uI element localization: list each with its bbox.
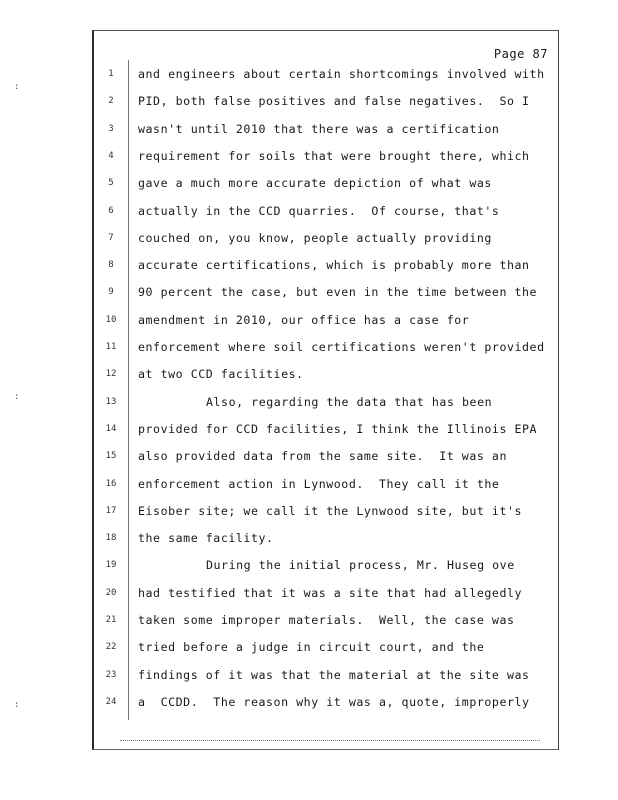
transcript-line: accurate certifications, which is probably more than xyxy=(138,258,530,273)
left-margin-mark: : xyxy=(14,82,20,92)
transcript-line: requirement for soils that were brought there, which xyxy=(138,148,530,163)
line-number: 24 xyxy=(105,696,117,707)
transcript-line: 90 percent the case, but even in the time between the xyxy=(138,285,538,300)
line-number: 7 xyxy=(108,232,114,243)
line-number: 11 xyxy=(105,342,117,352)
line-number: 6 xyxy=(108,205,114,216)
transcript-line: gave a much more accurate depiction of what was xyxy=(138,176,492,191)
margin-rule xyxy=(128,60,129,720)
transcript-line: findings of it was that the material at the site was xyxy=(138,667,530,682)
line-number: 3 xyxy=(108,123,114,134)
line-number: 17 xyxy=(105,505,117,516)
transcript-line: actually in the CCD quarries. Of course, that's xyxy=(138,203,500,218)
transcript-line: at two CCD facilities. xyxy=(138,367,304,382)
line-number: 22 xyxy=(105,642,117,653)
transcript-line: enforcement where soil certifications weren't provided xyxy=(138,340,545,354)
left-margin-mark: : xyxy=(14,700,20,710)
page-number: Page 87 xyxy=(493,47,548,61)
line-number: 13 xyxy=(105,396,117,407)
transcript-line: tried before a judge in circuit court, and the xyxy=(138,640,485,655)
transcript-line: During the initial process, Mr. Huseg ove xyxy=(206,558,515,573)
line-number: 8 xyxy=(108,260,114,271)
line-number: 10 xyxy=(105,314,117,325)
transcript-line: a CCDD. The reason why it was a, quote, improperly xyxy=(138,694,530,709)
footer-rule xyxy=(120,740,540,741)
line-number: 19 xyxy=(105,560,117,571)
transcript-line: the same facility. xyxy=(138,531,274,546)
line-number: 12 xyxy=(105,369,117,380)
line-number: 15 xyxy=(105,451,117,462)
transcript-line: enforcement action in Lynwood. They call it the xyxy=(138,476,500,491)
line-number: 20 xyxy=(105,587,117,598)
transcript-line: provided for CCD facilities, I think the Illinois EPA xyxy=(138,421,538,436)
transcript-line: wasn't until 2010 that there was a certification xyxy=(138,121,500,136)
line-number: 14 xyxy=(105,423,117,434)
transcript-line: had testified that it was a site that had allegedly xyxy=(138,585,523,600)
transcript-line: amendment in 2010, our office has a case for xyxy=(138,312,470,327)
transcript-line: taken some improper materials. Well, the case was xyxy=(138,613,515,627)
transcript-line: couched on, you know, people actually providing xyxy=(138,230,492,245)
line-number: 21 xyxy=(105,615,117,625)
line-number: 16 xyxy=(105,478,117,489)
transcript-line: also provided data from the same site. It was an xyxy=(138,449,507,464)
transcript-line: PID, both false positives and false negatives. So I xyxy=(138,94,530,109)
line-number: 9 xyxy=(108,287,114,298)
line-number: 18 xyxy=(105,533,117,544)
line-number: 4 xyxy=(108,150,114,161)
line-number: 2 xyxy=(108,96,114,107)
left-margin-mark: : xyxy=(14,392,20,402)
line-number: 5 xyxy=(108,178,114,189)
line-number: 1 xyxy=(108,69,114,79)
transcript-line: and engineers about certain shortcomings involved with xyxy=(138,67,545,81)
line-number: 23 xyxy=(105,669,117,680)
transcript-line: Eisober site; we call it the Lynwood site, but it's xyxy=(138,503,523,518)
transcript-line: Also, regarding the data that has been xyxy=(206,394,493,409)
